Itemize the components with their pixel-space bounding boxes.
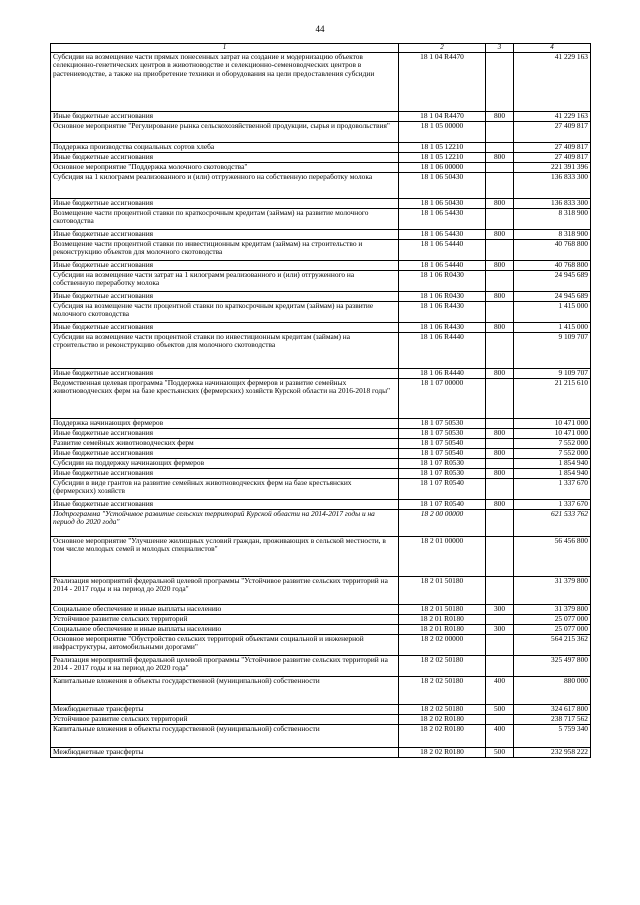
row-name-cell: Иные бюджетные ассигнования	[51, 230, 399, 240]
row-code-cell: 18 1 06 00000	[399, 163, 486, 173]
row-vr-cell	[486, 333, 514, 369]
row-vr-cell: 800	[486, 500, 514, 510]
row-name-cell: Субсидии на возмещение части процентной ставки по инвестиционным кредитам (займам) на строительство и реконструкцию объектов для молочного скотоводства	[51, 333, 399, 369]
row-name-cell: Иные бюджетные ассигнования	[51, 153, 399, 163]
table-row	[51, 122, 591, 143]
row-vr-cell	[486, 271, 514, 292]
row-name-cell: Подпрограмма "Устойчивое развитие сельских территорий Курской области на 2014-2017 годы и на период до 2020 года"	[51, 510, 399, 537]
row-name-cell: Возмещение части процентной ставки по краткосрочным кредитам (займам) на развитие молочного скотоводства	[51, 209, 399, 230]
row-vr-cell: 800	[486, 230, 514, 240]
row-code-cell: 18 2 02 R0180	[399, 725, 486, 748]
table-row	[51, 469, 591, 479]
row-vr-cell: 300	[486, 605, 514, 615]
table-row	[51, 302, 591, 323]
table-row	[51, 725, 591, 748]
row-vr-cell: 800	[486, 429, 514, 439]
table-row	[51, 209, 591, 230]
row-name-cell: Иные бюджетные ассигнования	[51, 429, 399, 439]
row-vr-cell: 800	[486, 112, 514, 122]
table-row	[51, 271, 591, 292]
row-vr-cell	[486, 537, 514, 577]
row-name-cell: Капитальные вложения в объекты государственной (муниципальной) собственности	[51, 725, 399, 748]
row-vr-cell	[486, 163, 514, 173]
row-name-cell: Иные бюджетные ассигнования	[51, 261, 399, 271]
row-vr-cell	[486, 173, 514, 199]
row-code-cell: 18 1 06 R4440	[399, 333, 486, 369]
row-vr-cell: 300	[486, 625, 514, 635]
row-sum-cell: 31 379 800	[514, 577, 591, 605]
row-name-cell: Субсидии на возмещение части прямых понесенных затрат на создание и модернизацию объектов селекционно-генетических центров в животноводстве и селекционно-семеноводческих центров в растениеводстве, а также на приобретение техники и оборудования на цели предоставления субсидии	[51, 53, 399, 112]
table-row	[51, 479, 591, 500]
row-sum-cell: 1 337 670	[514, 500, 591, 510]
row-vr-cell: 800	[486, 292, 514, 302]
row-name-cell: Социальное обеспечение и иные выплаты населению	[51, 605, 399, 615]
row-sum-cell: 25 077 000	[514, 625, 591, 635]
row-code-cell: 18 1 07 50530	[399, 429, 486, 439]
row-code-cell: 18 1 06 R0430	[399, 271, 486, 292]
row-code-cell: 18 1 06 54440	[399, 240, 486, 261]
table-row	[51, 429, 591, 439]
row-sum-cell: 25 077 000	[514, 615, 591, 625]
table-row	[51, 379, 591, 419]
table-row	[51, 677, 591, 705]
row-sum-cell: 1 854 940	[514, 459, 591, 469]
row-name-cell: Иные бюджетные ассигнования	[51, 500, 399, 510]
header-cell-code: 2	[399, 44, 486, 53]
row-vr-cell	[486, 459, 514, 469]
row-sum-cell: 7 552 000	[514, 439, 591, 449]
row-name-cell: Устойчивое развитие сельских территорий	[51, 715, 399, 725]
row-name-cell: Поддержка производства социальных сортов хлеба	[51, 143, 399, 153]
header-cell-sum: 4	[514, 44, 591, 53]
row-vr-cell	[486, 715, 514, 725]
row-code-cell: 18 1 05 00000	[399, 122, 486, 143]
row-name-cell: Межбюджетные трансферты	[51, 705, 399, 715]
row-name-cell: Возмещение части процентной ставки по инвестиционным кредитам (займам) на строительство и реконструкцию объектов для молочного скотоводства	[51, 240, 399, 261]
row-code-cell: 18 1 06 54440	[399, 261, 486, 271]
table-row	[51, 615, 591, 625]
row-code-cell: 18 2 01 50180	[399, 605, 486, 615]
row-name-cell: Иные бюджетные ассигнования	[51, 199, 399, 209]
table-row	[51, 333, 591, 369]
row-sum-cell: 41 229 163	[514, 53, 591, 112]
page-number: 44	[315, 24, 325, 34]
row-sum-cell: 324 617 800	[514, 705, 591, 715]
row-name-cell: Субсидии на поддержку начинающих фермеров	[51, 459, 399, 469]
row-sum-cell: 10 471 000	[514, 419, 591, 429]
row-vr-cell	[486, 510, 514, 537]
row-vr-cell: 800	[486, 199, 514, 209]
row-name-cell: Иные бюджетные ассигнования	[51, 323, 399, 333]
row-sum-cell: 27 409 817	[514, 122, 591, 143]
row-vr-cell	[486, 656, 514, 677]
row-vr-cell: 800	[486, 369, 514, 379]
row-code-cell: 18 2 02 50180	[399, 677, 486, 705]
table-row	[51, 500, 591, 510]
table-row	[51, 705, 591, 715]
row-name-cell: Основное мероприятие "Регулирование рынка сельскохозяйственной продукции, сырья и продовольствия"	[51, 122, 399, 143]
table-row	[51, 112, 591, 122]
table-row	[51, 656, 591, 677]
row-code-cell: 18 2 00 00000	[399, 510, 486, 537]
table-row	[51, 153, 591, 163]
row-name-cell: Иные бюджетные ассигнования	[51, 369, 399, 379]
row-code-cell: 18 1 07 50540	[399, 439, 486, 449]
table-row	[51, 240, 591, 261]
row-name-cell: Иные бюджетные ассигнования	[51, 469, 399, 479]
row-sum-cell: 1 337 670	[514, 479, 591, 500]
table-row	[51, 419, 591, 429]
table-row	[51, 439, 591, 449]
row-code-cell: 18 1 07 R0540	[399, 479, 486, 500]
row-name-cell: Иные бюджетные ассигнования	[51, 449, 399, 459]
row-vr-cell: 800	[486, 261, 514, 271]
row-sum-cell: 136 833 300	[514, 173, 591, 199]
row-name-cell: Субсидии в виде грантов на развитие семейных животноводческих ферм на базе крестьянских (фермерских) хозяйств	[51, 479, 399, 500]
header-cell-name: 1	[51, 44, 399, 53]
row-sum-cell: 136 833 300	[514, 199, 591, 209]
row-code-cell: 18 1 06 R0430	[399, 292, 486, 302]
row-code-cell: 18 2 02 R0180	[399, 748, 486, 758]
row-sum-cell: 27 409 817	[514, 153, 591, 163]
row-vr-cell	[486, 379, 514, 419]
row-code-cell: 18 1 06 54430	[399, 209, 486, 230]
row-vr-cell	[486, 615, 514, 625]
row-vr-cell	[486, 143, 514, 153]
row-code-cell: 18 1 06 50430	[399, 173, 486, 199]
row-sum-cell: 40 768 800	[514, 261, 591, 271]
table-row	[51, 577, 591, 605]
row-name-cell: Основное мероприятие "Поддержка молочного скотоводства"	[51, 163, 399, 173]
table-row	[51, 199, 591, 209]
row-vr-cell: 800	[486, 323, 514, 333]
row-name-cell: Субсидия на 1 килограмм реализованного и (или) отгруженного на собственную переработку молока	[51, 173, 399, 199]
row-name-cell: Развитие семейных животноводческих ферм	[51, 439, 399, 449]
table-row	[51, 715, 591, 725]
row-code-cell: 18 2 01 R0180	[399, 615, 486, 625]
row-name-cell: Реализация мероприятий федеральной целевой программы "Устойчивое развитие сельских территорий на 2014 - 2017 годы и на период до 2020 года"	[51, 656, 399, 677]
table-row	[51, 605, 591, 615]
row-code-cell: 18 1 06 R4430	[399, 302, 486, 323]
row-name-cell: Основное мероприятие "Обустройство сельских территорий объектами социальной и инженерной инфраструктуры, автомобильными дорогами"	[51, 635, 399, 656]
table-row	[51, 143, 591, 153]
table-row	[51, 510, 591, 537]
row-sum-cell: 40 768 800	[514, 240, 591, 261]
table-row	[51, 748, 591, 758]
row-code-cell: 18 1 06 R4440	[399, 369, 486, 379]
table-row	[51, 459, 591, 469]
row-code-cell: 18 1 04 R4470	[399, 112, 486, 122]
row-name-cell: Иные бюджетные ассигнования	[51, 292, 399, 302]
row-vr-cell: 500	[486, 748, 514, 758]
row-vr-cell: 400	[486, 725, 514, 748]
table-row	[51, 369, 591, 379]
row-sum-cell: 10 471 000	[514, 429, 591, 439]
row-sum-cell: 56 456 800	[514, 537, 591, 577]
row-sum-cell: 221 391 396	[514, 163, 591, 173]
row-code-cell: 18 2 01 50180	[399, 577, 486, 605]
row-vr-cell: 800	[486, 449, 514, 459]
row-sum-cell: 232 958 222	[514, 748, 591, 758]
row-sum-cell: 1 415 000	[514, 302, 591, 323]
row-sum-cell: 621 533 762	[514, 510, 591, 537]
row-vr-cell	[486, 302, 514, 323]
row-vr-cell	[486, 122, 514, 143]
row-code-cell: 18 1 06 R4430	[399, 323, 486, 333]
row-code-cell: 18 2 02 R0180	[399, 715, 486, 725]
row-sum-cell: 24 945 689	[514, 271, 591, 292]
row-code-cell: 18 2 02 50180	[399, 705, 486, 715]
row-name-cell: Иные бюджетные ассигнования	[51, 112, 399, 122]
row-code-cell: 18 1 07 50540	[399, 449, 486, 459]
budget-table	[50, 43, 591, 758]
table-row	[51, 261, 591, 271]
row-sum-cell: 41 229 163	[514, 112, 591, 122]
row-name-cell: Ведомственная целевая программа "Поддержка начинающих фермеров и развитие семейных животноводческих ферм на базе крестьянских (фермерских) хозяйств Курской области на 2016-2018 годы"	[51, 379, 399, 419]
row-vr-cell	[486, 53, 514, 112]
row-sum-cell: 27 409 817	[514, 143, 591, 153]
table-row	[51, 449, 591, 459]
row-sum-cell: 564 215 362	[514, 635, 591, 656]
row-vr-cell: 800	[486, 469, 514, 479]
table-row	[51, 292, 591, 302]
row-vr-cell	[486, 635, 514, 656]
header-cell-vr: 3	[486, 44, 514, 53]
row-vr-cell	[486, 209, 514, 230]
row-code-cell: 18 2 01 00000	[399, 537, 486, 577]
row-code-cell: 18 2 02 00000	[399, 635, 486, 656]
table-row	[51, 323, 591, 333]
table-row	[51, 625, 591, 635]
row-sum-cell: 1 854 940	[514, 469, 591, 479]
row-code-cell: 18 1 04 R4470	[399, 53, 486, 112]
row-name-cell: Субсидии на возмещение части затрат на 1 килограмм реализованного и (или) отгруженного на собственную переработку молока	[51, 271, 399, 292]
row-vr-cell: 800	[486, 153, 514, 163]
table-row	[51, 53, 591, 112]
row-vr-cell	[486, 479, 514, 500]
row-sum-cell: 24 945 689	[514, 292, 591, 302]
row-sum-cell: 31 379 800	[514, 605, 591, 615]
row-code-cell: 18 1 07 50530	[399, 419, 486, 429]
table-row	[51, 163, 591, 173]
row-name-cell: Устойчивое развитие сельских территорий	[51, 615, 399, 625]
row-code-cell: 18 1 06 54430	[399, 230, 486, 240]
table-header-row	[51, 44, 591, 53]
table-row	[51, 230, 591, 240]
row-name-cell: Реализация мероприятий федеральной целевой программы "Устойчивое развитие сельских территорий на 2014 - 2017 годы и на период до 2020 года"	[51, 577, 399, 605]
row-code-cell: 18 1 07 00000	[399, 379, 486, 419]
table-row	[51, 173, 591, 199]
row-sum-cell: 8 318 900	[514, 230, 591, 240]
row-code-cell: 18 1 05 12210	[399, 143, 486, 153]
table-row	[51, 635, 591, 656]
row-sum-cell: 9 109 707	[514, 369, 591, 379]
row-name-cell: Капитальные вложения в объекты государственной (муниципальной) собственности	[51, 677, 399, 705]
row-code-cell: 18 1 06 50430	[399, 199, 486, 209]
row-code-cell: 18 1 07 R0530	[399, 459, 486, 469]
row-sum-cell: 9 109 707	[514, 333, 591, 369]
row-sum-cell: 7 552 000	[514, 449, 591, 459]
row-code-cell: 18 2 02 50180	[399, 656, 486, 677]
row-vr-cell: 500	[486, 705, 514, 715]
row-name-cell: Поддержка начинающих фермеров	[51, 419, 399, 429]
table-row	[51, 537, 591, 577]
row-code-cell: 18 1 05 12210	[399, 153, 486, 163]
row-sum-cell: 5 759 340	[514, 725, 591, 748]
row-code-cell: 18 1 07 R0530	[399, 469, 486, 479]
row-code-cell: 18 1 07 R0540	[399, 500, 486, 510]
row-vr-cell	[486, 240, 514, 261]
row-sum-cell: 1 415 000	[514, 323, 591, 333]
row-name-cell: Социальное обеспечение и иные выплаты населению	[51, 625, 399, 635]
row-sum-cell: 325 497 800	[514, 656, 591, 677]
row-vr-cell: 400	[486, 677, 514, 705]
row-sum-cell: 8 318 900	[514, 209, 591, 230]
row-sum-cell: 880 000	[514, 677, 591, 705]
row-vr-cell	[486, 419, 514, 429]
row-sum-cell: 21 215 610	[514, 379, 591, 419]
row-name-cell: Межбюджетные трансферты	[51, 748, 399, 758]
row-vr-cell	[486, 439, 514, 449]
row-vr-cell	[486, 577, 514, 605]
row-code-cell: 18 2 01 R0180	[399, 625, 486, 635]
row-name-cell: Субсидия на возмещение части процентной ставки по краткосрочным кредитам (займам) на развитие молочного скотоводства	[51, 302, 399, 323]
row-sum-cell: 238 717 562	[514, 715, 591, 725]
row-name-cell: Основное мероприятие "Улучшение жилищных условий граждан, проживающих в сельской местности, в том числе молодых семей и молодых специалистов"	[51, 537, 399, 577]
